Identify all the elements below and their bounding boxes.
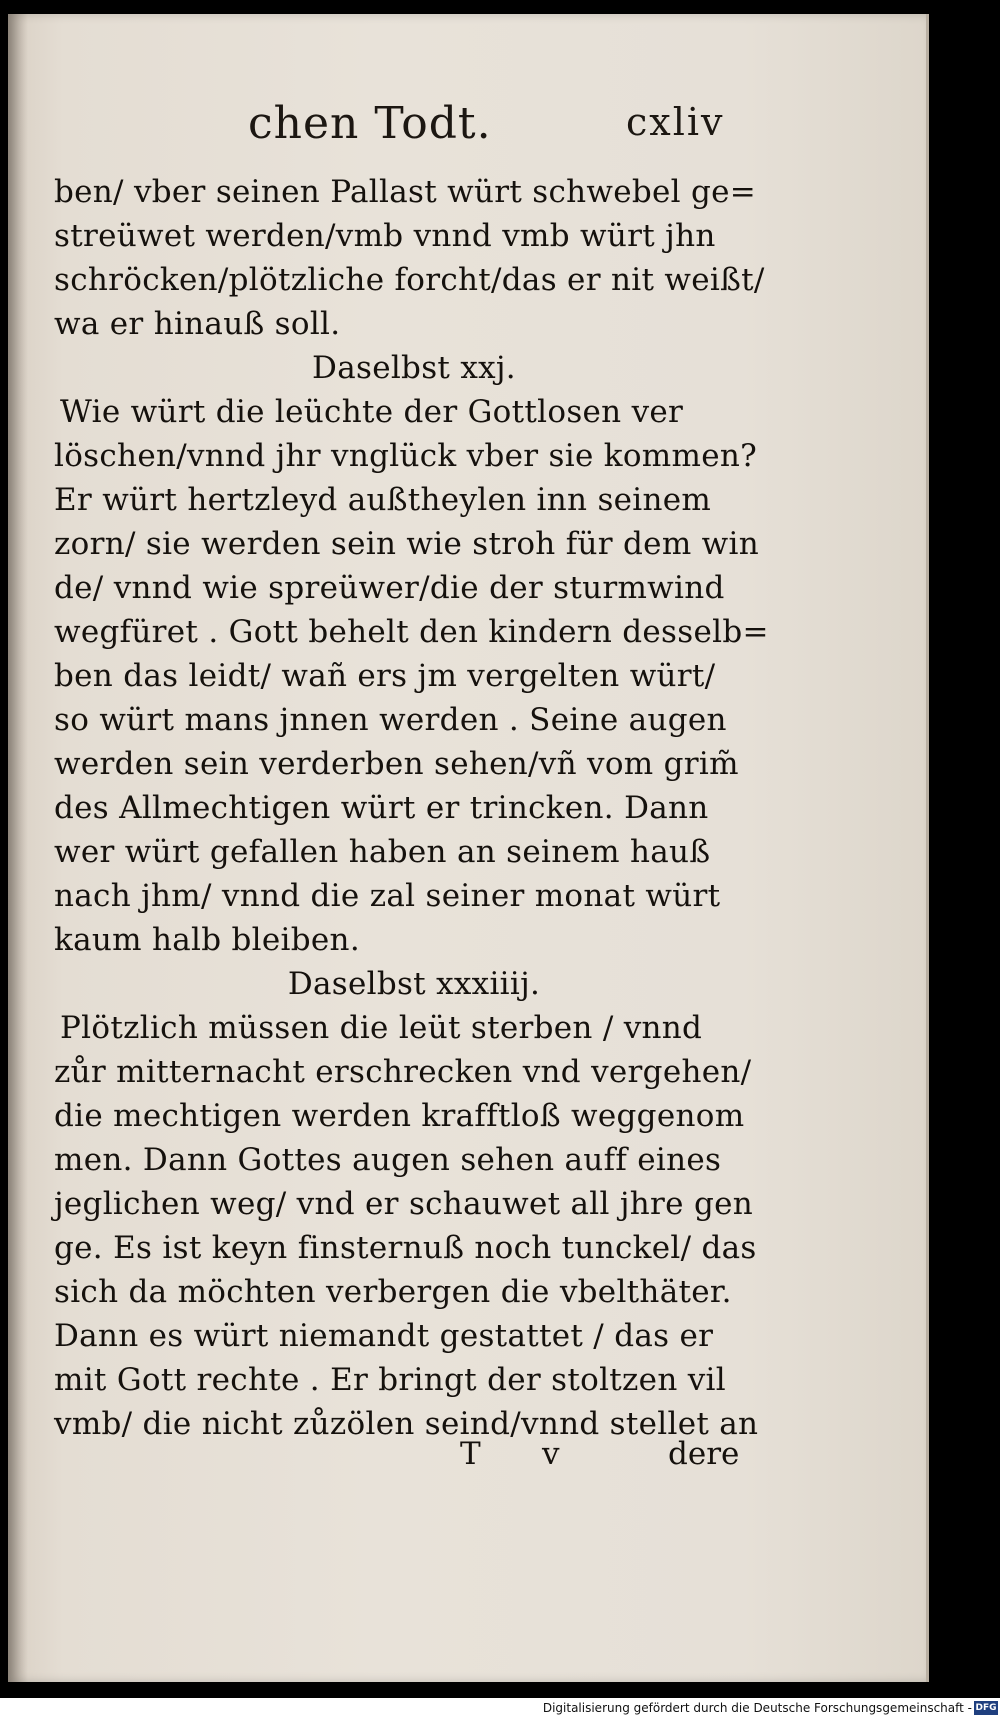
text-line: vmb/ die nicht zůzölen seind/vnnd stellet an — [54, 1406, 759, 1442]
text-line: sich da möchten verbergen die vbelthäter. — [54, 1274, 732, 1310]
text-line: ge. Es ist keyn finsternuß noch tunckel/ das — [54, 1230, 757, 1266]
catchword: dere — [668, 1436, 740, 1472]
text-line: streüwet werden/vmb vnnd vmb würt jhn — [54, 218, 716, 254]
digitization-footer — [0, 1698, 1000, 1718]
text-line: de/ vnnd wie spreüwer/die der sturmwind — [54, 570, 725, 606]
body-text — [54, 170, 769, 1446]
signature-mark: T — [460, 1436, 481, 1472]
text-line: die mechtigen werden krafftloß weggenom — [54, 1098, 745, 1134]
page-header — [8, 98, 926, 158]
funding-credit: Digitalisierung gefördert durch die Deutsche Forschungsgemeinschaft - — [542, 1701, 972, 1715]
section-heading: Daselbst xxj. — [312, 350, 516, 386]
catchline — [8, 1436, 926, 1480]
running-title: chen Todt. — [248, 98, 492, 149]
text-line: des Allmechtigen würt er trincken. Dann — [54, 790, 709, 826]
text-line: Plötzlich müssen die leüt sterben / vnnd — [60, 1010, 703, 1046]
text-line: wegfüret . Gott behelt den kindern desselb= — [54, 614, 769, 650]
text-line: so würt mans jnnen werden . Seine augen — [54, 702, 727, 738]
text-line: Wie würt die leüchte der Gottlosen ver — [60, 394, 684, 430]
text-line: ben/ vber seinen Pallast würt schwebel ge= — [54, 174, 757, 210]
text-line: wa er hinauß soll. — [54, 306, 341, 342]
spine-shadow — [8, 14, 28, 1682]
text-line: löschen/vnnd jhr vnglück vber sie kommen? — [54, 438, 758, 474]
text-line: kaum halb bleiben. — [54, 922, 360, 958]
text-line: jeglichen weg/ vnd er schauwet all jhre gen — [54, 1186, 754, 1222]
text-line: zůr mitternacht erschrecken vnd vergehen/ — [54, 1054, 752, 1090]
text-line: schröcken/plötzliche forcht/das er nit weißt/ — [54, 262, 765, 298]
book-page — [8, 14, 929, 1682]
text-line: ben das leidt/ wañ ers jm vergelten würt/ — [54, 658, 716, 694]
text-line: werden sein verderben sehen/vñ vom grim̃ — [54, 746, 739, 782]
folio-number: cxliv — [626, 100, 725, 144]
section-heading: Daselbst xxxiiij. — [287, 966, 541, 1002]
text-line: nach jhm/ vnnd die zal seiner monat würt — [54, 878, 721, 914]
text-line: Dann es würt niemandt gestattet / das er — [54, 1318, 714, 1354]
signature-number: v — [542, 1436, 560, 1472]
text-line: Er würt hertzleyd außtheylen inn seinem — [54, 482, 712, 518]
text-line: mit Gott rechte . Er bringt der stoltzen vil — [54, 1362, 726, 1398]
text-line: wer würt gefallen haben an seinem hauß — [54, 834, 711, 870]
text-line: zorn/ sie werden sein wie stroh für dem win — [54, 526, 759, 562]
dfg-logo: DFG — [975, 1703, 997, 1713]
text-line: men. Dann Gottes augen sehen auff eines — [54, 1142, 722, 1178]
